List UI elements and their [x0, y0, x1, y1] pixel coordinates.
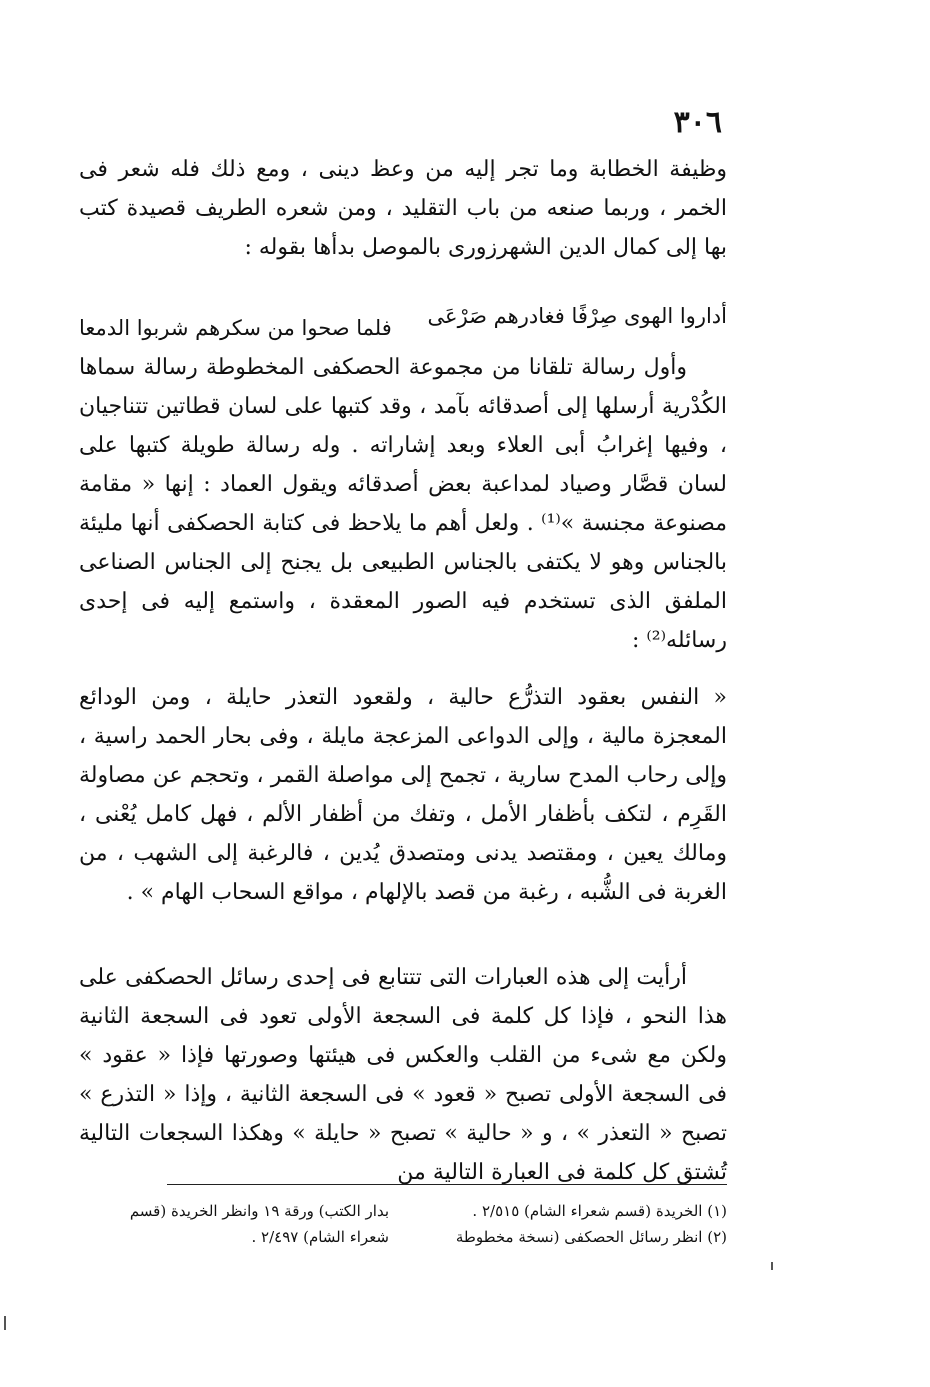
scan-mark — [771, 1262, 773, 1270]
verse-line — [79, 296, 727, 340]
paragraph-letters — [79, 348, 727, 660]
footnote-1: (١) الخريدة (قسم شعراء الشام) ٢/٥١٥ . — [472, 1202, 727, 1220]
verse-first-hemistich: أداروا الهوى صِرْفًا فغادرهم صَرْعَى — [427, 304, 727, 328]
footnotes-left-column — [79, 1198, 389, 1250]
quoted-text: « النفس بعقود التذرُّع حالية ، ولقعود التعذر حايلة ، ومن الودائع المعجزة مالية ، وإلى الدواعى المزعجة مايلة ، وفى بحار الحمد راسية ، وإلى رحاب المدح سارية ، تجمح إلى مواصلة القمر ، وتحجم عن مصاولة القَرِم ، لتكف بأظفار الأمل ، وتفك من أظفار الألم ، فهل كامل يُعْنى ، ومالك يعين ، ومقتصد يدنى ومتصدق يُدين ، فالرغبة إلى الشهب ، من الغربة فى الشُّبه ، رغبة من قصد بالإلهام ، مواقع السحاب الهام » . — [79, 685, 727, 905]
page-number: ٣٠٦ — [673, 105, 722, 140]
paragraph-intro — [79, 150, 727, 267]
scan-mark — [4, 1316, 6, 1330]
paragraph-text: وظيفة الخطابة وما تجر إليه من وعظ دينى ، ومع ذلك فله شعر فى الخمر ، وربما صنعه من باب التقليد ، ومن شعره الطريف قصيدة كتب بها إلى كمال الدين الشهرزورى بالموصل بدأها بقوله : — [79, 157, 727, 260]
footnote-2-continued: شعراء الشام) ٢/٤٩٧ . — [251, 1228, 389, 1246]
footnote-2: (٢) انظر رسائل الحصكفى (نسخة مخطوطة — [455, 1228, 727, 1246]
quoted-passage — [79, 678, 727, 912]
footnote-divider — [167, 1184, 727, 1185]
verse-second-hemistich: فلما صحوا من سكرهم شربوا الدمعا — [79, 316, 392, 340]
paragraph-analysis — [79, 958, 727, 1192]
paragraph-text: أرأيت إلى هذه العبارات التى تتتابع فى إحدى رسائل الحصكفى على هذا النحو ، فإذا كل كلمة فى السجعة الأولى تعود فى السجعة الثانية ولكن مع شىء من القلب والعكس فى هيئتها وصورتها فإذا « عقود » فى السجعة الأولى تصبح « قعود » فى السجعة الثانية ، وإذا « التذرع » تصبح « التعذر » ، و « حالية » تصبح « حايلة » وهكذا السجعات التالية تُشتق كل كلمة فى العبارة التالية من — [79, 965, 727, 1185]
footnotes-right-column — [407, 1198, 727, 1250]
footnote-2-continued: بدار الكتب) ورقة ١٩ وانظر الخريدة (قسم — [129, 1202, 389, 1220]
paragraph-text: وأول رسالة تلقانا من مجموعة الحصكفى المخطوطة رسالة سماها الكُدْرية أرسلها إلى أصدقائه بآمد ، وقد كتبها على لسان قطاتين تتناجيان ، وفيها إغرابُ أبى العلاء وبعد إشاراته . وله رسالة طويلة كتبها على لسان قصَّار وصياد لمداعبة بعض أصدقائه ويقول العماد : إنها « مقامة مصنوعة مجنسة »⁽¹⁾ . ولعل أهم ما يلاحظ فى كتابة الحصكفى أنها مليئة بالجناس وهو لا يكتفى بالجناس الطبيعى بل يجنح إلى الجناس الصناعى الملفق الذى تستخدم فيه الصور المعقدة ، واستمع إليه فى إحدى رسائله⁽²⁾ : — [79, 355, 727, 653]
